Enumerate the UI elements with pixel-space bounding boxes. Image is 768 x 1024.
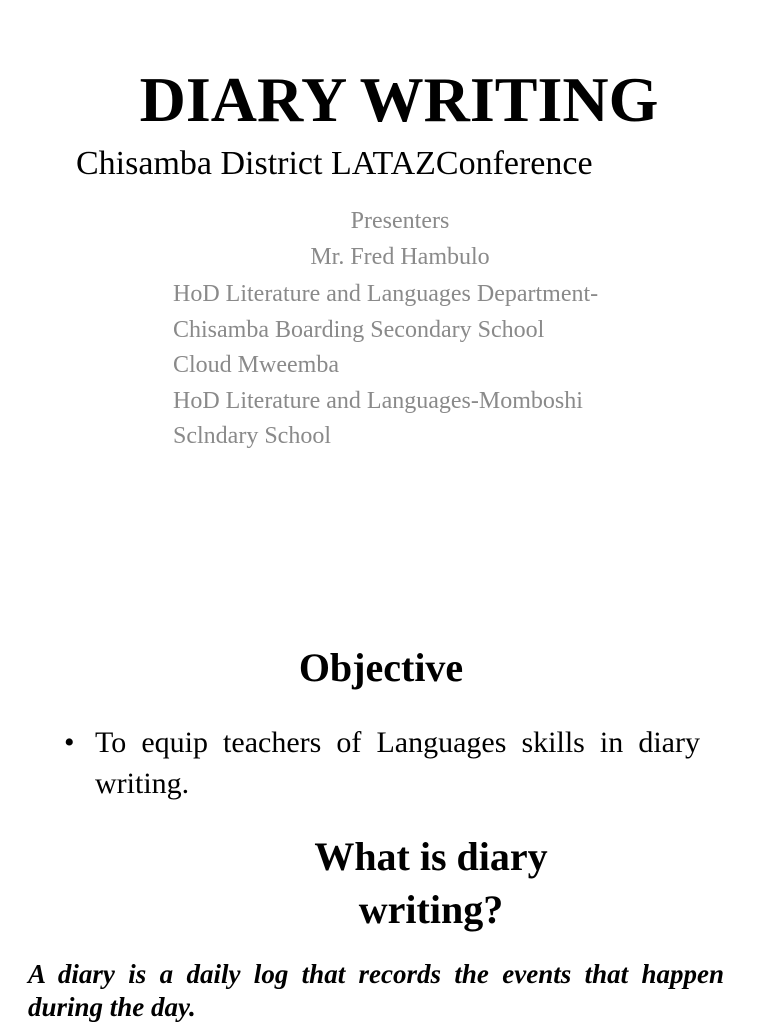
bullet-icon: • (64, 726, 75, 759)
presenter-line: HoD Literature and Languages-Momboshi (173, 387, 583, 414)
presenter-name: Mr. Fred Hambulo (310, 244, 490, 270)
presenter-line: HoD Literature and Languages Department- (173, 281, 599, 307)
definition-heading: What is diary writing? (314, 834, 548, 932)
page-title: DIARY WRITING (139, 64, 659, 135)
presenters-heading: Presenters (350, 208, 450, 234)
definition-text: A diary is a daily log that records the events that happen during the day. (28, 959, 724, 1022)
objective-heading: Objective (298, 645, 464, 690)
objective-bullet (64, 722, 700, 804)
presenter-details (173, 277, 598, 455)
presenter-line: Sclndary School (173, 423, 331, 449)
conference-subtitle: Chisamba District LATAZConference (76, 145, 593, 182)
presenter-line: Chisamba Boarding Secondary School (173, 316, 545, 343)
presenter-line: Cloud Mweemba (173, 352, 339, 378)
objective-text: To equip teachers of Languages skills in diary writing. (95, 726, 700, 800)
